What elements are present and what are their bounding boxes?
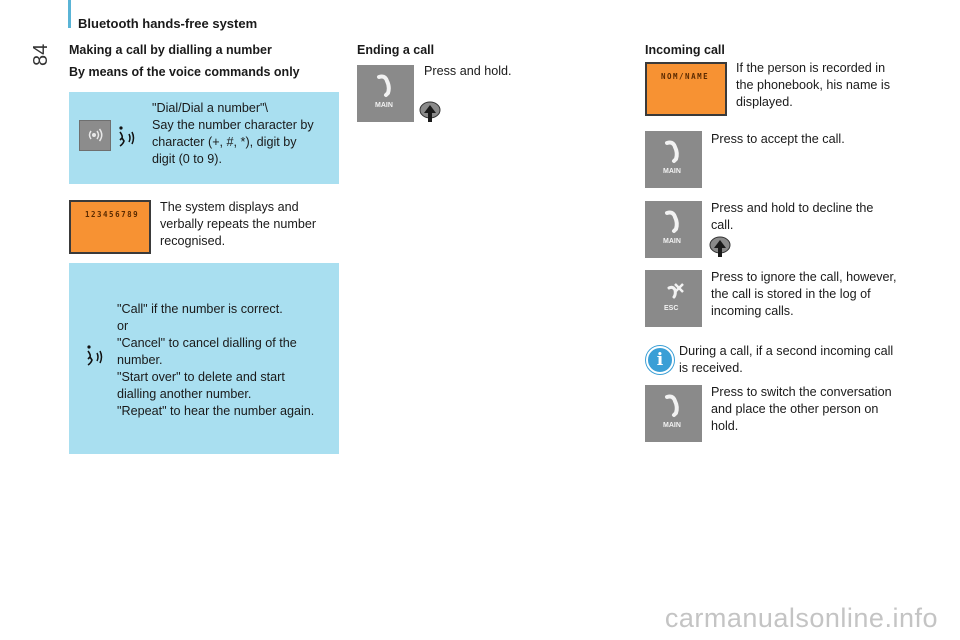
info-icon: i bbox=[646, 346, 674, 374]
text-line: incoming calls. bbox=[711, 304, 794, 318]
name-display-text bbox=[736, 60, 926, 111]
key-label: MAIN bbox=[663, 238, 681, 245]
key-label: ESC bbox=[664, 305, 679, 312]
switch-call-key[interactable] bbox=[645, 385, 702, 442]
text-line: verbally repeats the number bbox=[160, 217, 317, 231]
main-phone-key[interactable] bbox=[357, 65, 414, 122]
screen-text: NOM/NAME bbox=[661, 72, 710, 81]
text-line: recognised. bbox=[160, 234, 226, 248]
press-hold-text: Press and hold. bbox=[424, 64, 512, 78]
heading-voice-commands: By means of the voice commands only bbox=[69, 65, 300, 79]
text-line: Say the number character by bbox=[152, 118, 314, 132]
text-line: "Start over" to delete and start bbox=[117, 370, 285, 384]
screen-text: 123456789 bbox=[85, 210, 140, 219]
accept-call-key[interactable] bbox=[645, 131, 702, 188]
key-label: MAIN bbox=[663, 168, 681, 175]
text-line: "Cancel" to cancel dialling of the bbox=[117, 336, 297, 350]
speaking-head-icon bbox=[117, 124, 141, 155]
text-line: "Dial/Dial a number"\ bbox=[152, 101, 269, 115]
confirm-instructions bbox=[117, 301, 337, 420]
esc-key[interactable] bbox=[645, 270, 702, 327]
key-label: MAIN bbox=[663, 422, 681, 429]
heading-making-call: Making a call by dialling a number bbox=[69, 43, 272, 57]
text-line: During a call, if a second incoming call bbox=[679, 344, 894, 358]
display-screen-number bbox=[69, 200, 151, 254]
text-line: displayed. bbox=[736, 95, 793, 109]
page-header-title: Bluetooth hands-free system bbox=[78, 16, 258, 31]
text-line: or bbox=[117, 319, 129, 333]
text-line: is received. bbox=[679, 361, 743, 375]
text-line: "Repeat" to hear the number again. bbox=[117, 404, 315, 418]
text-line: The system displays and bbox=[160, 200, 299, 214]
display-screen-name bbox=[645, 62, 727, 116]
text-line: number. bbox=[117, 353, 163, 367]
text-line: and place the other person on bbox=[711, 402, 879, 416]
accept-call-text: Press to accept the call. bbox=[711, 132, 845, 146]
text-line: dialling another number. bbox=[117, 387, 252, 401]
press-hold-icon bbox=[708, 235, 732, 264]
speaking-head-icon bbox=[85, 343, 109, 374]
press-hold-icon bbox=[418, 100, 442, 129]
switch-call-text bbox=[711, 384, 921, 435]
voice-command-panel-dial bbox=[69, 92, 339, 184]
dial-instructions bbox=[152, 100, 332, 168]
voice-command-panel-confirm bbox=[69, 263, 339, 454]
text-line: Press to ignore the call, however, bbox=[711, 270, 897, 284]
key-label: MAIN bbox=[375, 102, 393, 109]
ignore-call-text bbox=[711, 269, 926, 320]
text-line: Press and hold to decline the bbox=[711, 201, 874, 215]
page-accent-bar bbox=[68, 0, 71, 28]
heading-incoming-call: Incoming call bbox=[645, 43, 725, 57]
text-line: hold. bbox=[711, 419, 739, 433]
watermark: carmanualsonline.info bbox=[664, 603, 938, 633]
decline-call-text bbox=[711, 200, 911, 234]
display-description bbox=[160, 199, 340, 250]
second-call-info bbox=[679, 343, 929, 377]
text-line: "Call" if the number is correct. bbox=[117, 302, 283, 316]
heading-ending-call: Ending a call bbox=[357, 43, 435, 57]
text-line: If the person is recorded in bbox=[736, 61, 886, 75]
text-line: Press to switch the conversation bbox=[711, 385, 892, 399]
text-line: call. bbox=[711, 218, 734, 232]
voice-button-icon bbox=[79, 120, 111, 151]
decline-call-key[interactable] bbox=[645, 201, 702, 258]
text-line: character (+, #, *), digit by bbox=[152, 135, 297, 149]
text-line: the call is stored in the log of bbox=[711, 287, 871, 301]
text-line: digit (0 to 9). bbox=[152, 152, 222, 166]
text-line: the phonebook, his name is bbox=[736, 78, 891, 92]
page-number: 84 bbox=[30, 43, 52, 66]
